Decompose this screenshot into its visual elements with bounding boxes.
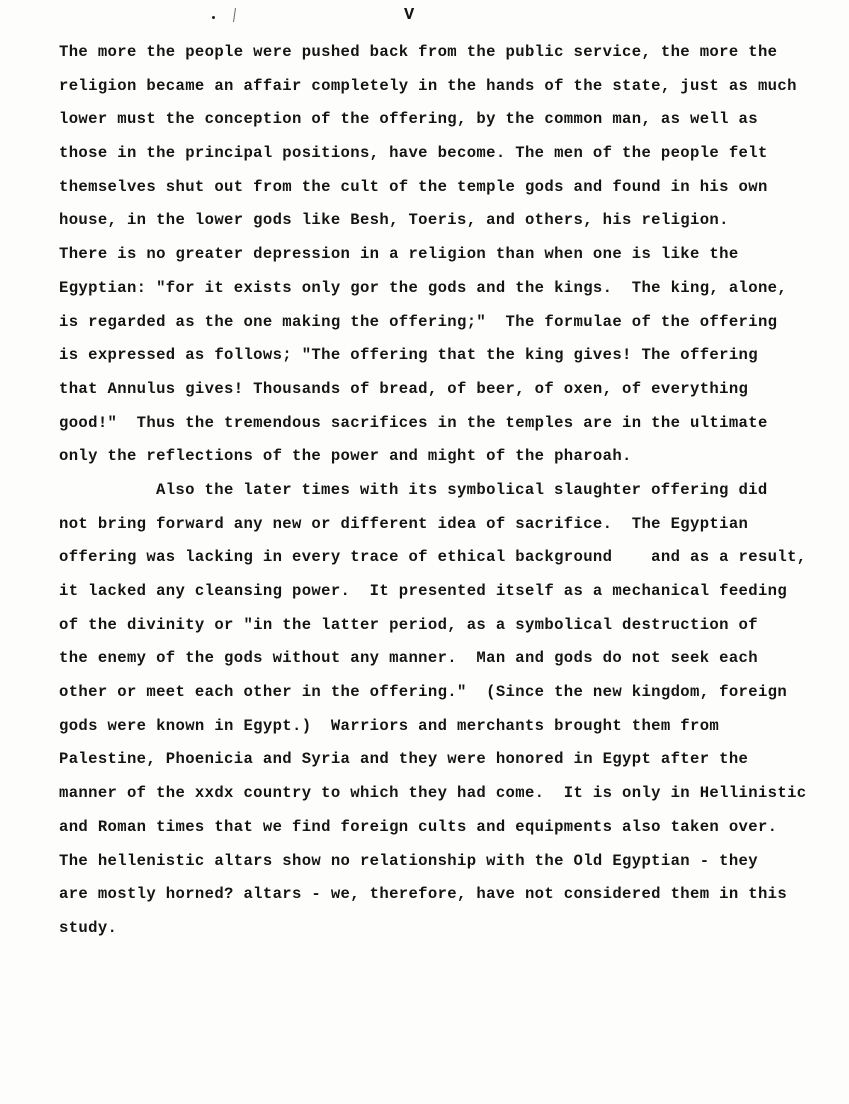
text-line: it lacked any cleansing power. It presented itself as a mechanical feeding [59, 582, 788, 600]
text-line: that Annulus gives! Thousands of bread, of beer, of oxen, of everything [59, 379, 749, 398]
text-line: Also the later times with its symbolical slaughter offering did [156, 480, 768, 499]
text-line: is regarded as the one making the offering;" The formulae of the offering [59, 312, 778, 331]
text-line: is expressed as follows; "The offering that the king gives! The offering [59, 346, 758, 365]
text-line: other or meet each other in the offering." (Since the new kingdom, foreign [59, 683, 788, 702]
text-line: Palestine, Phoenicia and Syria and they were honored in Egypt after the [59, 750, 749, 769]
text-line: The hellenistic altars show no relationship with the Old Egyptian - they [59, 851, 758, 870]
text-line: of the divinity or "in the latter period, as a symbolical destruction of [59, 615, 758, 634]
text-line: are mostly horned? altars - we, therefore, have not considered them in this [59, 885, 788, 904]
text-line: There is no greater depression in a religion than when one is like the [59, 245, 739, 264]
paragraph-1 [59, 36, 839, 474]
text-line: only the reflections of the power and might of the pharoah. [59, 447, 632, 466]
text-line: study. [59, 918, 118, 937]
text-line: offering was lacking in every trace of ethical background and as a result, [59, 548, 807, 567]
ink-speck [212, 16, 215, 19]
paragraph-2 [59, 474, 839, 946]
text-line: Egyptian: "for it exists only gor the gods and the kings. The king, alone, [59, 278, 788, 297]
text-line: house, in the lower gods like Besh, Toeris, and others, his religion. [59, 211, 729, 230]
text-line: lower must the conception of the offering, by the common man, as well as [59, 110, 758, 129]
text-line: The more the people were pushed back from the public service, the more the [59, 43, 778, 61]
text-line: the enemy of the gods without any manner. Man and gods do not seek each [59, 649, 758, 668]
text-line: those in the principal positions, have become. The men of the people felt [59, 144, 768, 163]
text-line: not bring forward any new or different idea of sacrifice. The Egyptian [59, 514, 749, 533]
text-line: manner of the xxdx country to which they had come. It is only in Hellinistic [59, 784, 807, 803]
body-text [59, 36, 839, 946]
ink-mark [233, 8, 236, 22]
text-line: themselves shut out from the cult of the temple gods and found in his own [59, 177, 768, 196]
page-number: V [404, 6, 415, 25]
text-line: good!" Thus the tremendous sacrifices in the temples are in the ultimate [59, 413, 768, 432]
text-line: religion became an affair completely in the hands of the state, just as much [59, 76, 797, 95]
text-line: gods were known in Egypt.) Warriors and merchants brought them from [59, 716, 720, 735]
text-line: and Roman times that we find foreign cults and equipments also taken over. [59, 817, 778, 836]
